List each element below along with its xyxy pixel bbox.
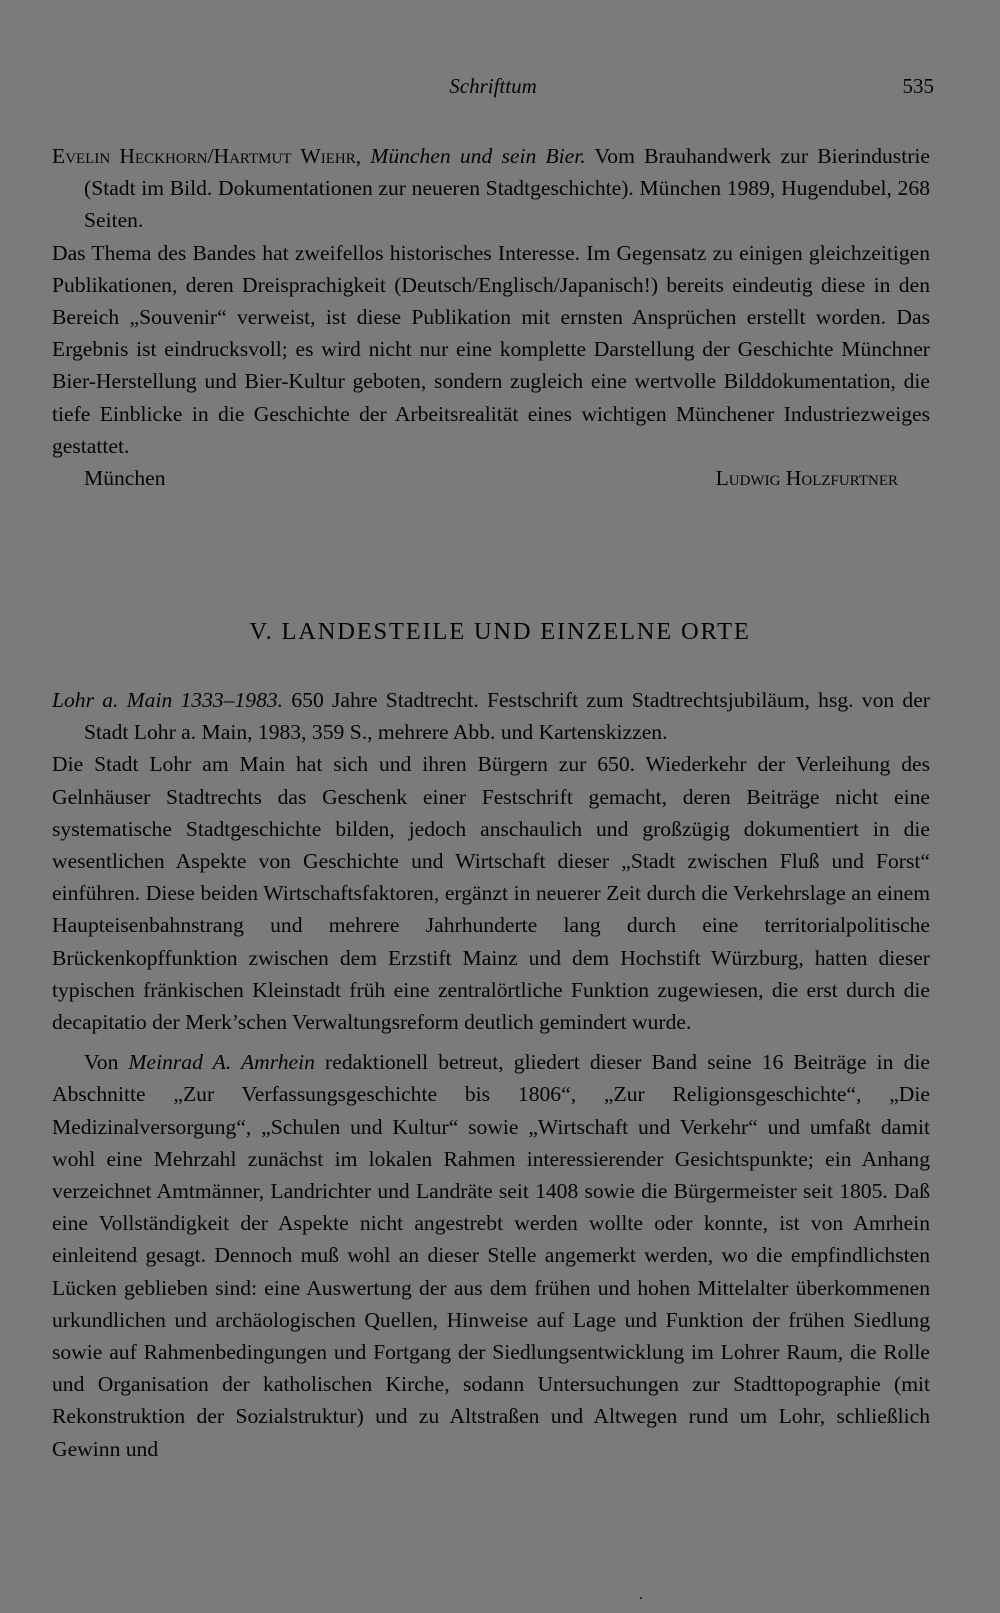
review-entry-1	[52, 140, 930, 494]
citation-title: München und sein Bier.	[370, 144, 586, 168]
running-head	[52, 74, 934, 102]
page-number: 535	[902, 74, 934, 98]
signature-reviewer: Ludwig Holzfurtner	[715, 466, 898, 491]
signature-place: München	[84, 466, 166, 491]
review-body-paragraph-2	[52, 1046, 930, 1465]
citation-title: Lohr a. Main 1333–1983.	[52, 688, 284, 712]
running-title: Schrifttum	[449, 74, 537, 98]
review-body-1: Das Thema des Bandes hat zweifellos historisches Interesse. Im Gegensatz zu einigen gleichzeitigen Publikationen, deren Dreisprachigkeit (Deutsch/Englisch/Japanisch!) bereits eindeutig diese in den Bereich „Souvenir“ verweist, ist diese Publikation mit ernsten Ansprüchen erstellt worden. Das Ergebnis ist eindrucksvoll; es wird nicht nur eine komplette Darstellung der Geschichte Münchner Bier-Herstellung und Bier-Kultur geboten, sondern zugleich eine wertvolle Bilddokumentation, die tiefe Einblicke in die Geschichte der Arbeitsrealität eines wichtigen Münchener Industriezweiges gestattet.	[52, 240, 930, 458]
review-entry-2	[52, 684, 930, 1465]
review-signature-1	[52, 462, 930, 494]
citation-authors: Evelin Heckhorn/Hartmut Wiehr,	[52, 144, 362, 168]
citation-1	[52, 140, 930, 237]
review-body-paragraph-1: Die Stadt Lohr am Main hat sich und ihren Bürgern zur 650. Wiederkehr der Verleihung des Gelnhäuser Stadtrechts das Geschenk einer Festschrift gemacht, deren Beiträge nicht eine systematische Stadtgeschichte bilden, jedoch anschaulich und großzügig dokumentiert in die wesentlichen Aspekte von Geschichte und Wirtschaft dieser „Stadt zwischen Fluß und Forst“ einführen. Diese beiden Wirtschaftsfaktoren, ergänzt in neuerer Zeit durch die Verkehrslage an einem Haupteisenbahnstrang und mehrere Jahrhunderte lang durch eine territorialpolitische Brückenkopffunktion zwischen dem Erzstift Mainz und dem Hochstift Würzburg, hatten dieser typischen fränkischen Kleinstadt früh eine zentralörtliche Funktion zugewiesen, die erst durch die decapitatio der Merk’schen Verwaltungsreform deutlich gemindert wurde.	[52, 752, 930, 1035]
paragraph-rest: redaktionell betreut, gliedert dieser Band seine 16 Beiträge in die Abschnitte „Zur Verfassungsgeschichte bis 1806“, „Zur Religionsgeschichte“, „Die Medizinalversorgung“, „Schulen und Kultur“ sowie „Wirtschaft und Verkehr“ und umfaßt damit wohl eine Mehrzahl zunächst im lokalen Rahmen interessierender Gesichtspunkte; ein Anhang verzeichnet Amtmänner, Landrichter und Landräte seit 1408 sowie die Bürgermeister seit 1805. Daß eine Vollständigkeit der Aspekte nicht angestrebt werden wollte oder konnte, ist von Amrhein einleitend gesagt. Dennoch muß wohl an dieser Stelle angemerkt werden, wo die empfindlichsten Lücken geblieben sind: eine Auswertung der aus dem frühen und hohen Mittelalter überkommenen urkundlichen und archäologischen Quellen, Hinweise auf Lage und Funktion der frühen Siedlung sowie auf Rahmenbedingungen und Fortgang der Siedlungsentwicklung im Lohrer Raum, die Rolle und Organisation der katholischen Kirche, sodann Untersuchungen zur Stadttopographie (mit Rekonstruktion der Sozialstruktur) und zu Altstraßen und Altwegen rund um Lohr, schließlich Gewinn und	[52, 1050, 930, 1461]
citation-details: Vom Brauhandwerk zur Bierindustrie (Stadt im Bild. Dokumentationen zur neueren Stadtgeschichte). München 1989, Hugendubel, 268 Seiten.	[84, 144, 930, 233]
scan-speck	[640, 1597, 642, 1599]
editor-name: Meinrad A. Amrhein	[128, 1050, 315, 1075]
citation-2	[52, 684, 930, 748]
paragraph-lead: Von	[84, 1050, 119, 1075]
section-heading: V. LANDESTEILE UND EINZELNE ORTE	[249, 618, 751, 645]
citation-details: 650 Jahre Stadtrecht. Festschrift zum Stadtrechtsjubiläum, hsg. von der Stadt Lohr a. Main, 1983, 359 S., mehrere Abb. und Kartenskizzen.	[84, 688, 930, 745]
